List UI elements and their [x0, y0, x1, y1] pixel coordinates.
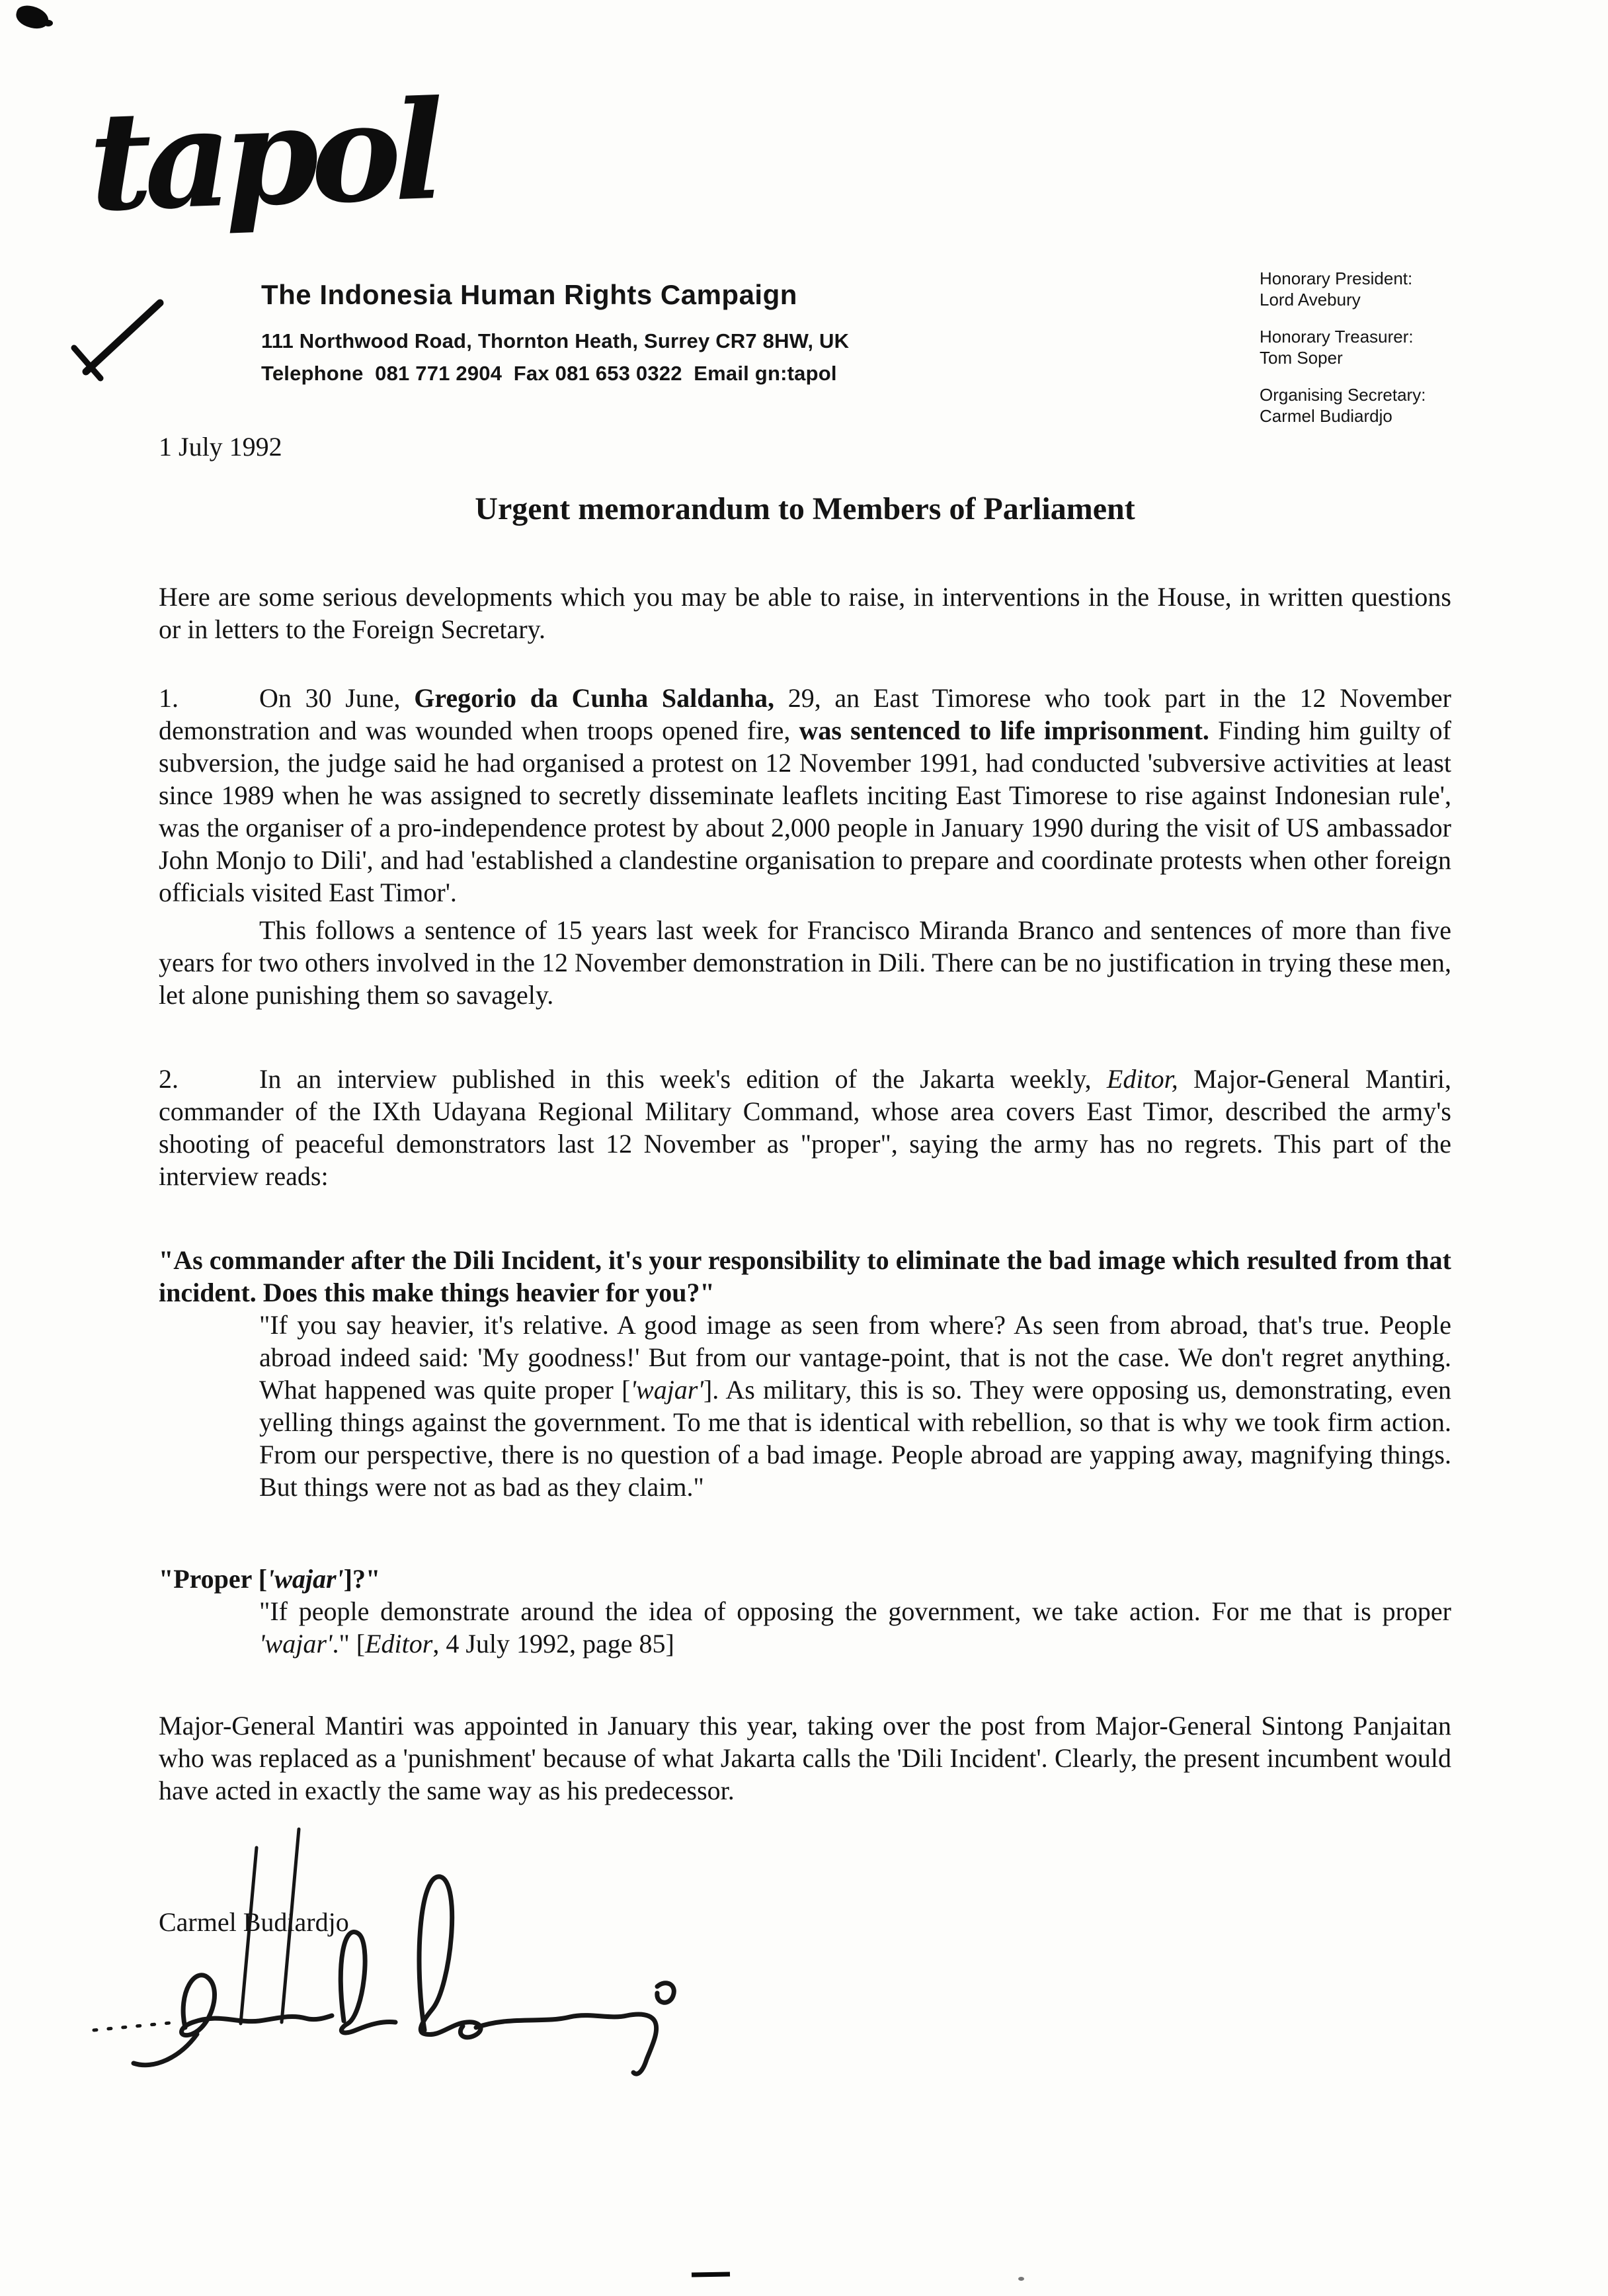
item-number: 1.	[159, 683, 179, 713]
scan-artifact	[14, 3, 51, 31]
officer-entry	[1260, 384, 1537, 427]
interview-question-1: "As commander after the Dili Incident, it's your responsibility to eliminate the bad image which resulted from that incident. Does this make things heavier for you?"	[159, 1245, 1451, 1307]
officer-name: Carmel Budiardjo	[1260, 406, 1392, 426]
closing-paragraph: Major-General Mantiri was appointed in January this year, taking over the post from Major-General Sintong Panjaitan who was replaced as a 'punishment' because of what Jakarta calls the 'Dili Incident'. Clearly, the present incumbent would have acted in exactly the same way as his predecessor.	[159, 1711, 1451, 1805]
officer-name: Tom Soper	[1260, 348, 1343, 368]
tapol-logo: tapol	[86, 71, 440, 243]
interview-question-2	[159, 1563, 1451, 1595]
text-run: "Proper [	[159, 1564, 268, 1594]
item-1-paragraph	[159, 682, 1451, 909]
text-run: , 4 July 1992, page 85]	[432, 1629, 674, 1659]
letter-date: 1 July 1992	[159, 432, 282, 462]
text-run: Gregorio da Cunha Saldanha,	[414, 683, 775, 713]
intro-paragraph: Here are some serious developments which you may be able to raise, in interventions in the House, in written questions or in letters to the Foreign Secretary.	[159, 582, 1451, 644]
text-run: 29, an East Timorese who took part in the 12 November demonstration and was wounded when troops opened fire,	[159, 683, 1451, 745]
item-2-paragraph	[159, 1063, 1451, 1192]
logo-flourish-stroke	[60, 298, 205, 384]
org-name: The Indonesia Human Rights Campaign	[261, 279, 797, 310]
interview-answer-2	[259, 1595, 1451, 1660]
text-run: ." [	[332, 1629, 366, 1659]
scan-artifact	[692, 2272, 730, 2277]
text-run: was sentenced to life imprisonment.	[799, 716, 1209, 745]
officers-list	[1260, 268, 1537, 442]
interview-answer-1	[259, 1309, 1451, 1503]
officer-entry	[1260, 326, 1537, 368]
text-run: Finding him guilty of subversion, the judge said he had organised a protest on 12 November 1991, had conducted 'subversive activities at least since 1989 when he was assigned to secretly disseminate leaflets inciting East Timorese to rise against Indonesian rule', was the organiser of a pro-independence protest by about 2,000 people in January 1990 during the visit of US ambassador John Monjo to Dili', and had 'established a clandestine organisation to prepare and coordinate protests when other foreign officials visited East Timor'.	[159, 716, 1451, 907]
text-run: On 30 June,	[259, 683, 415, 713]
text-run: 'wajar'	[267, 1564, 344, 1594]
officer-title: Honorary President:	[1260, 268, 1413, 288]
text-run: "If people demonstrate around the idea of opposing the government, we take action. For me that is proper	[259, 1596, 1451, 1626]
officer-title: Honorary Treasurer:	[1260, 327, 1414, 347]
signature-name: Carmel Budiardjo	[159, 1907, 349, 1937]
letter-body	[159, 491, 1451, 1938]
item-1-continuation: This follows a sentence of 15 years last week for Francisco Miranda Branco and sentences of more than five years for two others involved in the 12 November demonstration in Dili. There can be no justification in trying these men, let alone punishing them so savagely.	[159, 915, 1451, 1010]
officer-title: Organising Secretary:	[1260, 385, 1426, 405]
memo-title: Urgent memorandum to Members of Parliament	[475, 491, 1135, 526]
text-run: Major-General Mantiri, commander of the IXth Udayana Regional Military Command, whose area covers East Timor, described the army's shooting of peaceful demonstrators last 12 November as "proper", saying the army has no regrets. This part of the interview reads:	[159, 1064, 1452, 1191]
officer-entry	[1260, 268, 1537, 310]
text-run: "If you say heavier, it's relative. A good image as seen from where? As seen from abroad, that's true. People abroad indeed said: 'My goodness!' But from our vantage-point, that is not the case. We don't regret anything. What happened was quite proper [	[259, 1310, 1451, 1405]
text-run: 'wajar'	[259, 1629, 333, 1659]
text-run: 'wajar'	[630, 1375, 704, 1405]
text-run: In an interview published in this week's edition of the Jakarta weekly,	[259, 1064, 1107, 1094]
text-run: Editor,	[1106, 1064, 1178, 1094]
scan-artifact	[1018, 2277, 1024, 2281]
org-address: 111 Northwood Road, Thornton Heath, Surrey CR7 8HW, UK	[261, 329, 850, 352]
text-run: Editor	[365, 1629, 433, 1659]
org-contact: Telephone 081 771 2904 Fax 081 653 0322 Email gn:tapol	[261, 362, 837, 385]
text-run: ]. As military, this is so. They were opposing us, demonstrating, even yelling things against the government. To me that is identical with rebellion, so that is why we took firm action. From our perspective, there is no question of a bad image. People abroad are yapping away, magnifying things. But things were not as bad as they claim."	[259, 1375, 1451, 1502]
officer-name: Lord Avebury	[1260, 290, 1361, 309]
item-number: 2.	[159, 1064, 179, 1094]
letterhead	[0, 71, 1608, 450]
text-run: ]?"	[343, 1564, 381, 1594]
scan-artifact	[44, 20, 53, 26]
